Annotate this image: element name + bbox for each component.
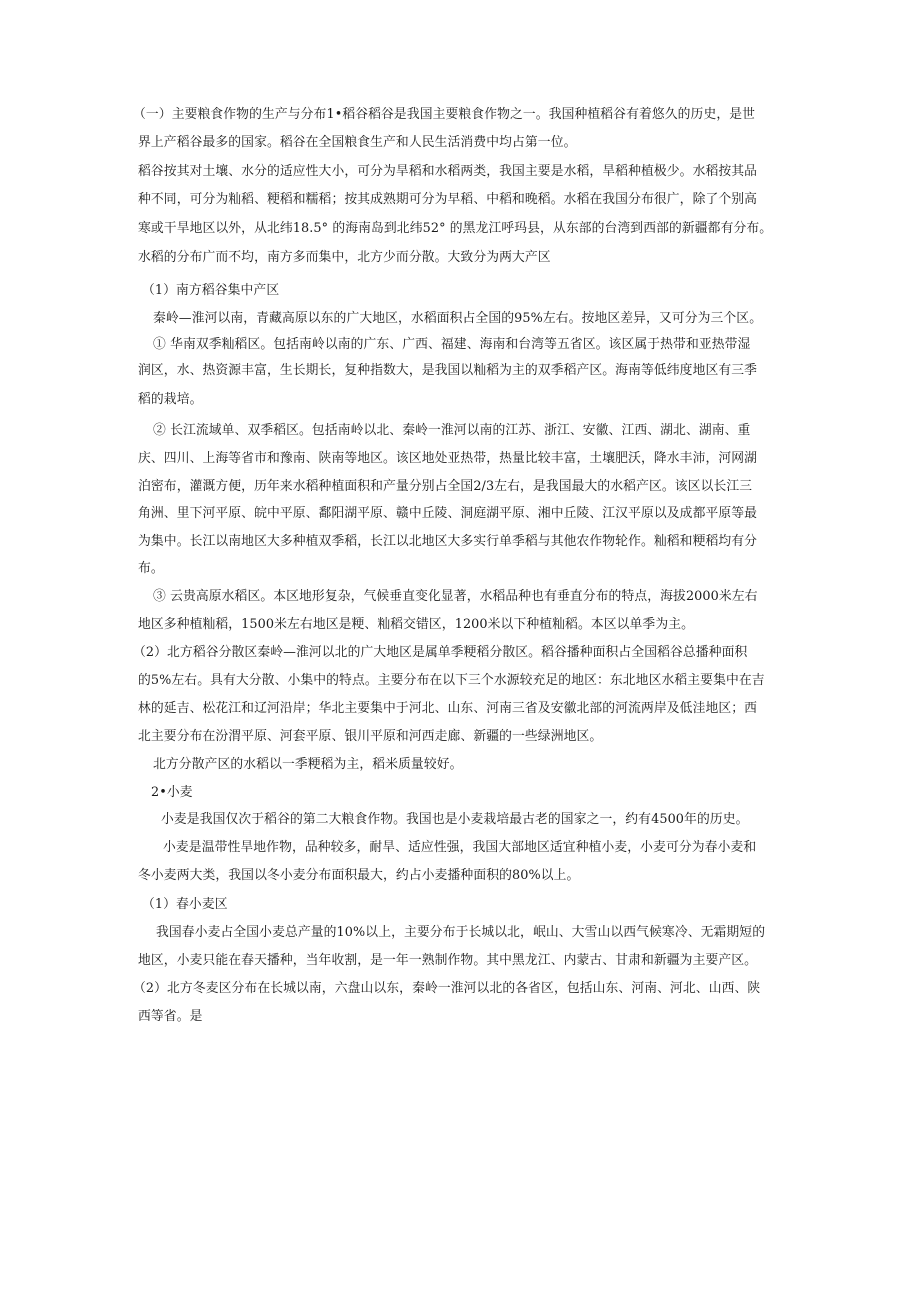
text-line: 西等省。是 xyxy=(138,1009,203,1024)
text-line: 地区，小麦只能在春天播种，当年收割，是一年一熟制作物。其中黑龙江、内蒙古、甘肃和新疆为主要产区。 xyxy=(138,953,758,968)
text-line: 水稻的分布广而不均，南方多而集中，北方少而分散。大致分为两大产区 xyxy=(138,250,551,265)
text-line: 角洲、里下河平原、皖中平原、鄱阳湖平原、赣中丘陵、洞庭湖平原、湘中丘陵、江汉平原以及成都平原等最 xyxy=(138,506,758,521)
text-line: 布。 xyxy=(138,561,164,576)
text-line: 冬小麦两大类，我国以冬小麦分布面积最大，约占小麦播种面积的80%以上。 xyxy=(138,868,580,883)
text-line: （2）北方稻谷分散区秦岭—淮河以北的广大地区是属单季粳稻分散区。稻谷播种面积占全国稻谷总播种面积 xyxy=(133,645,748,660)
text-line: ③ 云贵高原水稻区。本区地形复杂，气候垂直变化显著，水稻品种也有垂直分布的特点，海拔2000米左右 xyxy=(153,589,758,604)
text-line: 小麦是我国仅次于稻谷的第二大粮食作物。我国也是小麦栽培最古老的国家之一，约有4500年的历史。 xyxy=(161,812,749,827)
text-line: ② 长江流域单、双季稻区。包括南岭以北、秦岭一淮河以南的江苏、浙江、安徽、江西、湖北、湖南、重 xyxy=(153,423,751,438)
text-line: 稻谷按其对土壤、水分的适应性大小，可分为旱稻和水稻两类，我国主要是水稻，旱稻种植极少。水稻按其品 xyxy=(138,164,758,179)
text-line: 为集中。长江以南地区大多种植双季稻，长江以北地区大多实行单季稻与其他农作物轮作。籼稻和粳稻均有分 xyxy=(138,534,758,549)
text-line: 寒或干旱地区以外，从北纬18.5° 的海南岛到北纬52° 的黑龙江呼玛县，从东部的台湾到西部的新疆都有分布。 xyxy=(138,221,773,236)
text-line: 北主要分布在汾渭平原、河套平原、银川平原和河西走廊、新疆的一些绿洲地区。 xyxy=(138,729,603,744)
section-heading: 2•小麦 xyxy=(151,785,193,800)
text-line: 润区，水、热资源丰富，生长期长，复种指数大，是我国以籼稻为主的双季稻产区。海南等低纬度地区有三季 xyxy=(138,363,758,378)
text-line: （一）主要粮食作物的生产与分布1•稻谷稻谷是我国主要粮食作物之一。我国种植稻谷有着悠久的历史，是世 xyxy=(133,107,756,122)
text-line: 北方分散产区的水稻以一季粳稻为主，稻米质量较好。 xyxy=(153,757,463,772)
text-line: 林的延吉、松花江和辽河沿岸；华北主要集中于河北、山东、河南三省及安徽北部的河流两岸及低洼地区；西 xyxy=(138,701,758,716)
text-line: 秦岭—淮河以南，青藏高原以东的广大地区，水稻面积占全国的95%左右。按地区差异，又可分为三个区。 xyxy=(153,311,763,326)
text-line: 庆、四川、上海等省市和豫南、陕南等地区。该区地处亚热带，热量比较丰富，土壤肥沃，降水丰沛，河网湖 xyxy=(138,451,758,466)
section-heading: （1）南方稻谷集中产区 xyxy=(142,283,280,298)
section-heading: （1）春小麦区 xyxy=(142,897,228,912)
text-line: 稻的栽培。 xyxy=(138,392,203,407)
text-line: ① 华南双季籼稻区。包括南岭以南的广东、广西、福建、海南和台湾等五省区。该区属于热带和亚热带湿 xyxy=(153,337,751,352)
text-line: 的5%左右。具有大分散、小集中的特点。主要分布在以下三个水源较充足的地区：东北地区水稻主要集中在吉 xyxy=(138,673,765,688)
text-line: 种不同，可分为籼稻、粳稻和糯稻；按其成熟期可分为早稻、中稻和晚稻。水稻在我国分布很广，除了个别高 xyxy=(138,192,758,207)
text-line: 小麦是温带性旱地作物，品种较多，耐旱、适应性强，我国大部地区适宜种植小麦，小麦可分为春小麦和 xyxy=(163,840,757,855)
text-line: 地区多种植籼稻，1500米左右地区是粳、籼稻交错区，1200米以下种植籼稻。本区以单季为主。 xyxy=(138,617,695,632)
text-line: 界上产稻谷最多的国家。稻谷在全国粮食生产和人民生活消费中均占第一位。 xyxy=(138,135,577,150)
text-line: 我国春小麦占全国小麦总产量的10%以上，主要分布于长城以北，岷山、大雪山以西气候寒冷、无霜期短的 xyxy=(156,925,766,940)
text-line: （2）北方冬麦区分布在长城以南，六盘山以东，秦岭一淮河以北的各省区，包括山东、河南、河北、山西、陕 xyxy=(133,981,761,996)
text-line: 泊密布，灌溉方便，历年来水稻种植面积和产量分别占全国2/3左右，是我国最大的水稻产区。该区以长江三 xyxy=(138,479,753,494)
